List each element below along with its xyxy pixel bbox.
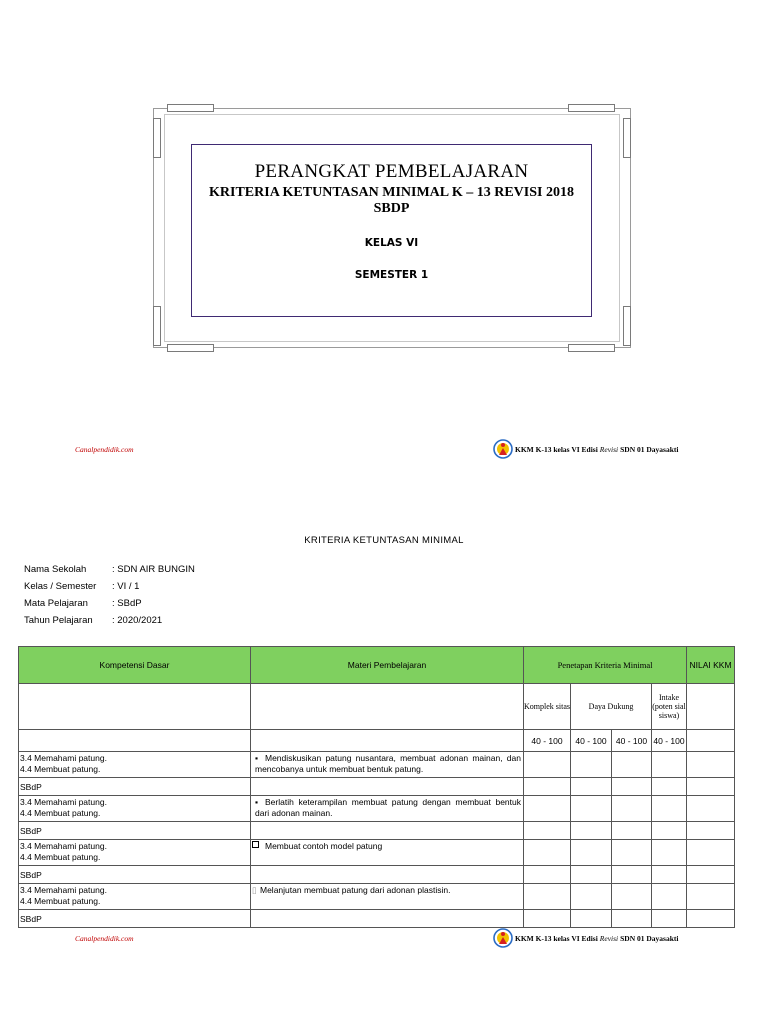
footer-text-italic: Revisi [599,933,619,943]
empty-cell [612,866,652,884]
materi-text: Membuat contoh model patung [265,841,383,851]
header-kompetensi-dasar: Kompetensi Dasar [19,647,251,684]
header-nilai-kkm: NILAI KKM [687,647,735,684]
kd-line: 3.4 Memahami patung. [20,753,107,763]
empty-cell [612,778,652,796]
checkbox-bullet-icon [252,841,259,848]
cover-title-box [191,144,592,317]
empty-cell [687,778,735,796]
kd-line: 4.4 Membuat patung. [20,808,101,818]
empty-cell [524,778,571,796]
frame-side-bottom-left [153,306,161,346]
kd-line: 3.4 Memahami patung. [20,885,107,895]
materi-cell [251,884,524,910]
subheader-kompleksitas: Komplek sitas [524,684,571,730]
frame-corner-bottom-right [568,344,615,352]
info-label: Kelas / Semester [24,581,97,592]
materi-text: Melanjutan membuat patung dari adonan plastisin. [260,885,451,895]
frame-side-top-left [153,118,161,158]
info-row [24,561,195,578]
school-logo-icon [493,928,513,948]
empty-cell [652,884,687,910]
info-value: : 2020/2021 [112,615,163,626]
kd-cell [19,840,251,866]
empty-cell [652,796,687,822]
footer-text-b: SDN 01 Dayasakti [620,933,679,943]
subheader-daya-dukung: Daya Dukung [571,684,652,730]
frame-side-top-right [623,118,631,158]
empty-cell [687,752,735,778]
info-label: Mata Pelajaran [24,598,88,609]
empty-cell [524,822,571,840]
info-row [24,578,195,595]
footer-text-a: KKM K-13 kelas VI Edisi [515,933,598,943]
empty-cell [652,910,687,928]
empty-cell [652,866,687,884]
info-value: : SDN AIR BUNGIN [112,564,195,575]
table-row [19,866,735,884]
footer-text-b: SDN 01 Dayasakti [620,444,679,454]
blank-cell [687,684,735,730]
subject-label: SBdP [19,866,251,884]
empty-cell [524,796,571,822]
kd-cell [19,884,251,910]
frame-side-bottom-right [623,306,631,346]
empty-cell [612,884,652,910]
empty-cell [571,910,612,928]
range-daya-dukung-1: 40 - 100 [571,730,612,752]
info-row [24,595,195,612]
kd-line: 4.4 Membuat patung. [20,852,101,862]
info-label: Nama Sekolah [24,564,87,575]
empty-cell [652,840,687,866]
range-kompleksitas: 40 - 100 [524,730,571,752]
footer-text-italic: Revisi [599,444,619,454]
empty-cell [687,884,735,910]
table-row [19,822,735,840]
frame-corner-top-right [568,104,615,112]
bullet: ▪ [255,753,259,763]
kd-line: 4.4 Membuat patung. [20,764,101,774]
empty-cell [524,840,571,866]
bullet: ▪ [255,797,259,807]
table-row [19,796,735,822]
empty-cell [652,778,687,796]
frame-corner-top-left [167,104,214,112]
empty-cell [687,796,735,822]
table-row [19,884,735,910]
footer-text-a: KKM K-13 kelas VI Edisi [515,444,598,454]
page-footer [493,439,678,459]
subject-label: SBdP [19,822,251,840]
empty-cell [571,822,612,840]
empty-cell [612,796,652,822]
cover-subject: SBDP [373,201,410,216]
empty-cell [687,866,735,884]
table-row [19,840,735,866]
blank-cell [19,684,251,730]
bullet: ▯ [252,885,257,895]
empty-cell [652,752,687,778]
blank-cell [251,730,524,752]
empty-cell [652,822,687,840]
page-footer [493,928,678,948]
materi-cell [251,840,524,866]
header-penetapan: Penetapan Kriteria Minimal [524,647,687,684]
empty-cell [524,866,571,884]
empty-cell [571,866,612,884]
info-row [24,612,195,629]
empty-cell [251,778,524,796]
materi-cell [251,796,524,822]
cover-kelas: KELAS VI [364,237,419,249]
blank-cell [251,684,524,730]
kd-line: 4.4 Membuat patung. [20,896,101,906]
empty-cell [687,822,735,840]
empty-cell [524,752,571,778]
info-value: : VI / 1 [112,581,140,592]
empty-cell [571,840,612,866]
subject-label: SBdP [19,910,251,928]
kkm-table [18,646,735,928]
range-daya-dukung-2: 40 - 100 [612,730,652,752]
kd-cell [19,752,251,778]
empty-cell [571,884,612,910]
kd-cell [19,796,251,822]
frame-corner-bottom-left [167,344,214,352]
info-label: Tahun Pelajaran [24,615,93,626]
range-intake: 40 - 100 [652,730,687,752]
blank-cell [19,730,251,752]
cover-semester: SEMESTER 1 [354,269,429,281]
empty-cell [612,822,652,840]
table-row [19,778,735,796]
materi-text: Mendiskusikan patung nusantara, membuat adonan mainan, dan mencobanya untuk membuat bentuk patung. [255,753,521,774]
materi-cell [251,752,524,778]
empty-cell [612,910,652,928]
cover-title: PERANGKAT PEMBELAJARAN [254,161,529,182]
empty-cell [251,822,524,840]
empty-cell [524,910,571,928]
empty-cell [251,910,524,928]
empty-cell [612,752,652,778]
header-materi: Materi Pembelajaran [251,647,524,684]
empty-cell [687,910,735,928]
empty-cell [571,778,612,796]
materi-text: Berlatih keterampilan membuat patung dengan membuat bentuk dari adonan mainan. [255,797,521,818]
kd-line: 3.4 Memahami patung. [20,797,107,807]
cover-subtitle: KRITERIA KETUNTASAN MINIMAL K – 13 REVISI 2018 [209,185,574,200]
table-row [19,910,735,928]
info-value: : SBdP [112,598,142,609]
empty-cell [687,840,735,866]
brand-text: Canalpendidik.com [75,934,134,943]
empty-cell [251,866,524,884]
brand-text: Canalpendidik.com [75,445,134,454]
school-info [24,561,195,629]
blank-cell [687,730,735,752]
empty-cell [571,752,612,778]
subheader-intake: Intake (poten sial siswa) [652,684,687,730]
kd-line: 3.4 Memahami patung. [20,841,107,851]
document-title: KRITERIA KETUNTASAN MINIMAL [304,535,464,546]
empty-cell [612,840,652,866]
empty-cell [524,884,571,910]
subject-label: SBdP [19,778,251,796]
school-logo-icon [493,439,513,459]
table-row [19,752,735,778]
empty-cell [571,796,612,822]
